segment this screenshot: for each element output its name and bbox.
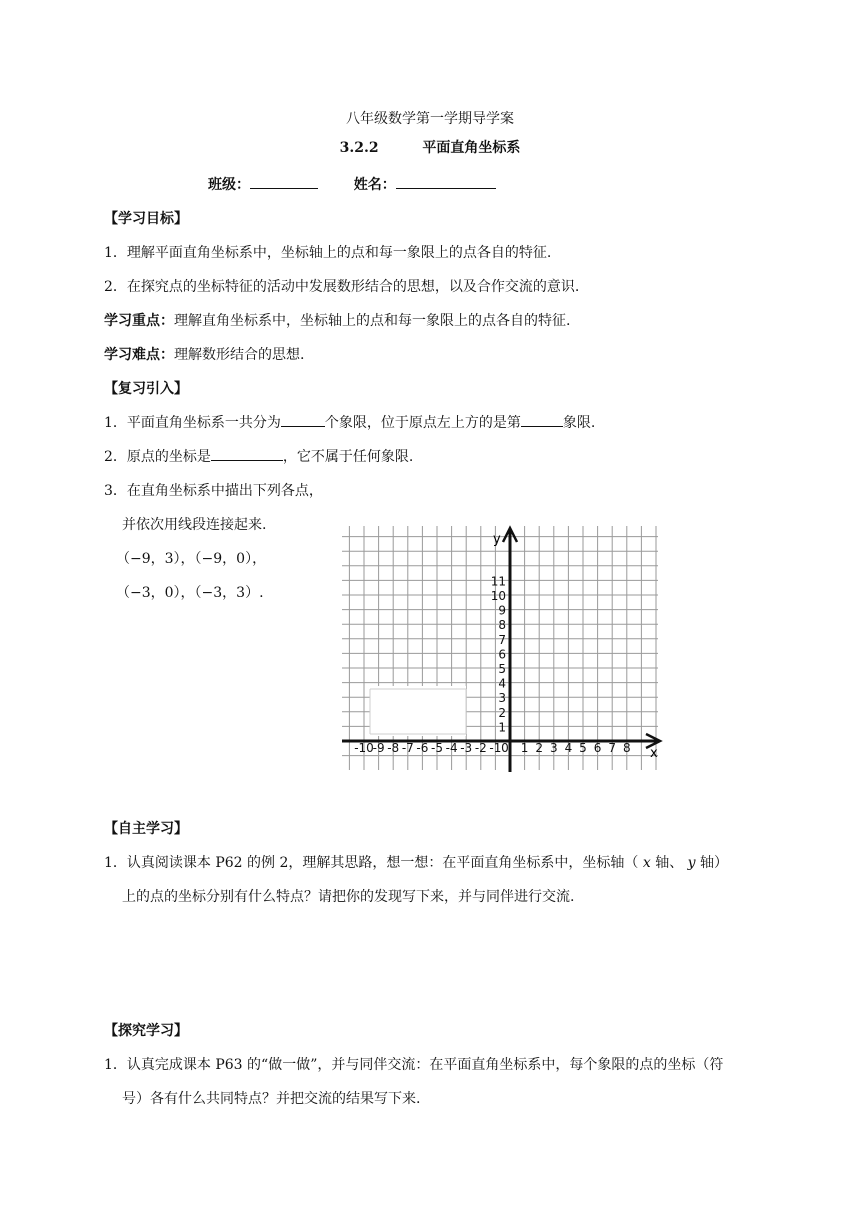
x-tick-label: 3 xyxy=(549,741,558,755)
review-question-2 xyxy=(104,446,413,466)
y-tick-label: 9 xyxy=(498,603,506,618)
self-study-text-a: 1．认真阅读课本 P62 的例 2，理解其思路，想一想：在平面直角坐标系中，坐标轴（ xyxy=(104,855,639,871)
x-tick-label: -5 xyxy=(431,741,443,755)
q1-blank-2[interactable] xyxy=(521,412,563,427)
y-tick-labels xyxy=(491,574,506,734)
q2-text-a: 2．原点的坐标是 xyxy=(104,449,211,465)
x-tick-label: 7 xyxy=(608,741,617,755)
q1-text-b: 个象限，位于原点左上方的是第 xyxy=(324,415,521,431)
explore-heading: 【探究学习】 xyxy=(104,1023,188,1039)
difficulty-label: 学习难点： xyxy=(104,347,174,363)
class-label: 班级： xyxy=(208,177,250,193)
y-tick-label: 5 xyxy=(498,662,506,676)
key-point xyxy=(104,310,570,330)
grid-erasure-patch xyxy=(370,686,466,736)
q2-blank[interactable] xyxy=(211,446,283,461)
x-variable: x xyxy=(642,855,651,871)
coordinate-grid[interactable] xyxy=(340,524,668,772)
difficulty-text: 理解数形结合的思想. xyxy=(174,347,305,363)
objectives-heading: 【学习目标】 xyxy=(104,211,188,227)
y-tick-label: 4 xyxy=(498,676,506,691)
y-variable: y xyxy=(687,855,696,871)
x-tick-label: 1 xyxy=(520,741,529,755)
review-q3-points-2: （−3，0），（−3，3）. xyxy=(116,585,264,601)
class-field[interactable] xyxy=(250,174,318,189)
q1-text-a: 1．平面直角坐标系一共分为 xyxy=(104,415,281,431)
objective-item-1: 1．理解平面直角坐标系中，坐标轴上的点和每一象限上的点各自的特征. xyxy=(104,245,552,261)
name-label: 姓名： xyxy=(353,177,396,193)
x-tick-label: -4 xyxy=(445,741,458,755)
y-tick-label: 7 xyxy=(498,632,506,647)
x-tick-label: -10 xyxy=(354,741,374,755)
y-tick-label: 11 xyxy=(490,574,506,589)
x-tick-label: -8 xyxy=(387,741,400,755)
explore-line-1: 1．认真完成课本 P63 的“做一做”，并与同伴交流：在平面直角坐标系中，每个象限的点的坐标（符 xyxy=(104,1057,724,1073)
y-tick-label: 10 xyxy=(490,589,506,603)
review-heading: 【复习引入】 xyxy=(104,381,188,397)
self-study-text-c: 轴） xyxy=(700,855,729,871)
x-tick-label: -9 xyxy=(372,741,385,755)
explore-line-2: 号）各有什么共同特点？并把交流的结果写下来. xyxy=(122,1091,421,1107)
q1-text-c: 象限. xyxy=(562,415,596,431)
self-study-line-1 xyxy=(104,852,728,872)
review-q3-instruction: 并依次用线段连接起来. xyxy=(122,517,267,533)
lesson-heading xyxy=(0,137,860,157)
q2-text-b: ，它不属于任何象限. xyxy=(282,449,414,465)
x-tick-label: 8 xyxy=(622,741,631,755)
review-question-1 xyxy=(104,412,595,432)
q1-blank-1[interactable] xyxy=(281,412,325,427)
y-tick-label: 1 xyxy=(498,720,506,735)
y-tick-label: 6 xyxy=(498,647,506,662)
key-point-text: 理解直角坐标系中，坐标轴上的点和每一象限上的点各自的特征. xyxy=(174,313,571,329)
y-axis-label: y xyxy=(493,532,501,547)
x-tick-label: -6 xyxy=(416,741,429,755)
series-title: 八年级数学第一学期导学案 xyxy=(346,111,514,127)
x-tick-label: 6 xyxy=(593,741,602,755)
y-tick-label: 8 xyxy=(498,618,506,633)
name-field[interactable] xyxy=(396,174,496,189)
objective-item-2: 2．在探究点的坐标特征的活动中发展数形结合的思想，以及合作交流的意识. xyxy=(104,279,580,295)
x-tick-label: -1 xyxy=(489,741,502,755)
key-point-label: 学习重点： xyxy=(104,313,174,329)
origin-label: 0 xyxy=(501,741,509,755)
lesson-number: 3.2.2 xyxy=(339,140,379,156)
self-study-heading: 【自主学习】 xyxy=(104,821,188,837)
self-study-line-2: 上的点的坐标分别有什么特点？请把你的发现写下来，并与同伴进行交流. xyxy=(122,889,575,905)
x-tick-labels xyxy=(354,741,630,755)
x-axis-label: x xyxy=(650,746,658,761)
y-tick-label: 3 xyxy=(498,691,506,706)
difficulty-point xyxy=(104,344,304,364)
y-tick-label: 2 xyxy=(498,705,506,720)
self-study-text-b: 轴、 xyxy=(655,855,684,871)
lesson-title: 平面直角坐标系 xyxy=(422,140,521,156)
x-tick-label: -7 xyxy=(401,741,414,755)
review-question-3: 3．在直角坐标系中描出下列各点， xyxy=(104,483,323,499)
student-info xyxy=(208,174,496,194)
x-tick-label: 2 xyxy=(535,741,544,755)
x-tick-label: 4 xyxy=(564,741,573,755)
x-tick-label: 5 xyxy=(579,741,587,755)
review-q3-points-1: （−9，3），（−9，0）， xyxy=(116,551,267,567)
x-tick-label: -2 xyxy=(474,741,487,755)
x-tick-label: -3 xyxy=(460,741,473,755)
